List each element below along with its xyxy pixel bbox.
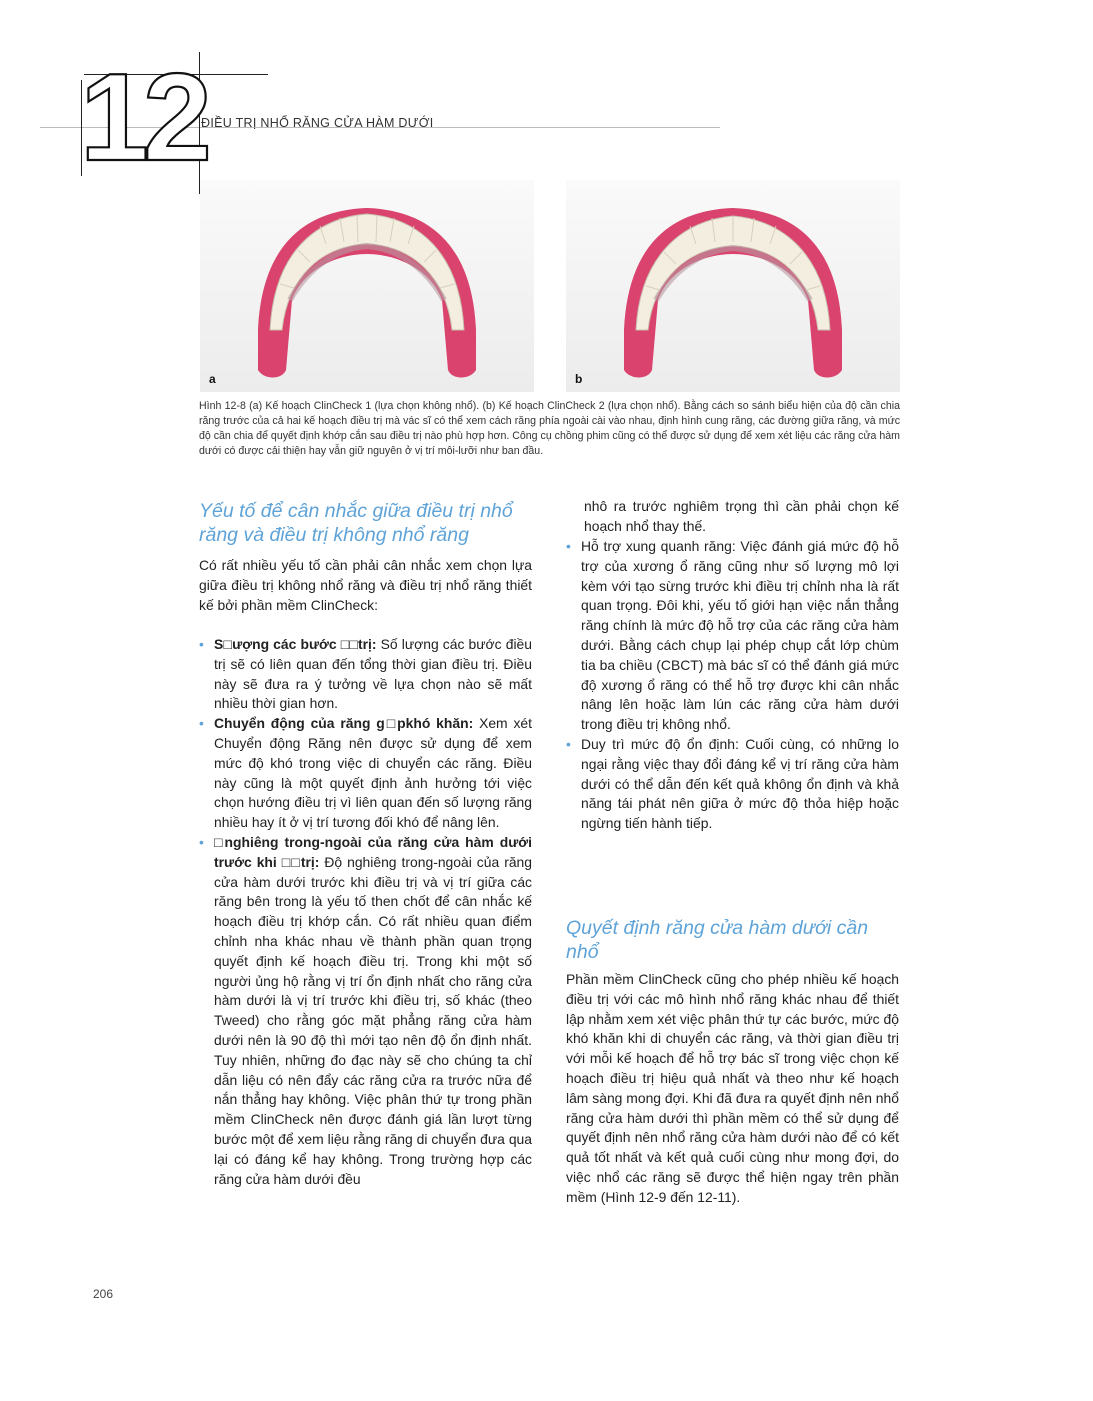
list-item bbox=[199, 635, 532, 714]
panel-label-b: b bbox=[575, 372, 583, 386]
list-item bbox=[199, 833, 532, 1189]
list-item-text: Xem xét Chuyển động Răng nên được sử dụng để xem mức độ khó trong việc di chuyển các răng. Điều này cũng là một quyết định ảnh hưởng tới việc chọn hướng điều trị vì liên quan đến số lượng răng nhiều hay ít ở vị trí tương đối khó để nâng lên. bbox=[214, 715, 533, 831]
section-heading: Quyết định răng cửa hàm dưới cần nhổ bbox=[566, 917, 869, 963]
bullet-continuation: nhô ra trước nghiêm trọng thì cần phải chọn kế hoạch nhổ thay thế. bbox=[584, 498, 899, 534]
svg-text:12: 12 bbox=[80, 56, 206, 176]
lower-arch-illustration bbox=[566, 180, 900, 392]
section-heading: Yếu tố để cân nhắc giữa điều trị nhổ răng và điều trị không nhổ răng bbox=[199, 500, 513, 546]
figure-panel-b bbox=[566, 180, 900, 392]
panel-label-a: a bbox=[209, 372, 216, 386]
intro-paragraph: Có rất nhiều yếu tố cần phải cân nhắc xem chọn lựa giữa điều trị không nhổ răng và điều trị nhổ răng thiết kế bởi phần mềm ClinCheck: bbox=[199, 557, 532, 613]
factor-list-continued bbox=[566, 537, 899, 834]
list-item-text: Độ nghiêng trong-ngoài của răng cửa hàm dưới trước khi điều trị và vị trí giữa các răng bên trong là yếu tố then chốt để cân nhắc kế hoạch điều trị khớp cắn. Có rất nhiều quan điểm chỉnh nha khác nhau về thành phần quan trọng quyết định kế hoạch điều trị. Trong khi một số người ủng hộ rằng vị trí ổn định nhất cho răng cửa hàm dưới là vị trí trước khi điều trị, số khác (theo Tweed) cho rằng góc mặt phẳng răng cửa hàm dưới nên là 90 độ thì mới tạo nên độ ổn định nhất. Tuy nhiên, những đo đạc này sẽ cho chúng ta chỉ dẫn liệu có nên đẩy các răng cửa ra trước nữa để nắn thẳng hay không. Việc phân thứ tự trong phần mềm ClinCheck nên được đánh giá lần lượt từng bước một để xem liệu rằng răng di chuyển đưa qua lại có đáng kể hay không. Trong trường hợp các răng cửa hàm dưới đều bbox=[214, 853, 533, 1187]
list-item-lead: Chuyển động của răng g□pkhó khăn: bbox=[214, 715, 474, 732]
figure-panel-a bbox=[200, 180, 534, 392]
list-item bbox=[199, 714, 532, 833]
list-item: • Duy trì mức độ ổn định: Cuối cùng, có những lo ngại rằng việc thay đổi đáng kể vị trí răng cửa hàm dưới có thể dẫn đến kết quả không ổn định và khả năng tái phát nên giữa ở mức độ thỏa hiệp hoặc ngừng tiến hành tiếp. bbox=[566, 735, 899, 834]
figure-caption: Hình 12-8 (a) Kế hoạch ClinCheck 1 (lựa chọn không nhổ). (b) Kế hoạch ClinCheck 2 (lựa chọn nhổ). Bằng cách so sánh biểu hiện của độ cần chia răng trước của cả hai kế hoạch điều trị mà vác sĩ có thể xem cách răng phía ngoài cài vào nhau, định hình cung răng, các đường giữa răng, và mức độ cần chia để quyết định khớp cắn sau điều trị nào phù hợp hơn. Công cụ chồng phim cũng có thể được sử dụng để xem xét liệu các răng cửa hàm dưới có được cải thiện hay vẫn giữ nguyên ở vị trí môi-lưỡi như ban đầu. bbox=[199, 400, 900, 457]
list-item-lead: □nghiêng trong-ngoài của răng cửa hàm dưới trước khi □□trị: bbox=[214, 833, 532, 870]
lower-arch-illustration bbox=[200, 180, 534, 392]
page-number: 206 bbox=[93, 1287, 114, 1301]
list-item-text: Số lượng các bước điều trị sẽ có liên quan đến tổng thời gian điều trị. Điều này sẽ đưa ra ý tưởng về lựa chọn nào sẽ mất nhiều thời gian hơn. bbox=[214, 636, 532, 712]
list-item: • Hỗ trợ xung quanh răng: Việc đánh giá mức độ hỗ trợ của xương ổ răng cũng như số lượng mô lợi kèm với tạo sừng trước khi điều trị chỉnh nha là rất quan trọng. Đôi khi, yếu tố giới hạn việc nắn thẳng răng chính là mức độ hỗ trợ của các răng cửa hàm dưới. Bằng cách chụp lại phép chụp cắt lớp chùm tia ba chiều (CBCT) mà bác sĩ có thể đánh giá mức độ xương ổ răng có thể hỗ trợ được khi cân nhắc nâng lên hoặc làm lún các răng cửa hàm dưới trong điều trị không nhổ. bbox=[566, 537, 899, 735]
list-item-lead: S□ượng các bước □□trị: bbox=[214, 636, 377, 652]
body-paragraph: Phần mềm ClinCheck cũng cho phép nhiều kế hoạch điều trị với các mô hình nhổ răng khác nhau để thiết lập nhằm xem xét việc phân thứ tự các bước, mức độ khó khăn khi di chuyển các răng, và thời gian điều trị với mỗi kế hoạch để hỗ trợ bác sĩ trong việc chọn kế hoạch điều trị hiệu quả nhất và theo như kế hoạch lâm sàng mong đợi. Khi đã đưa ra quyết định nên nhổ răng cửa hàm dưới thì phần mềm có thể sử dụng để quyết định nên nhổ răng cửa hàm dưới nào để có kết quả tốt nhất và kết quả cuối cùng như mong đợi, do việc nhổ các răng sẽ được thể hiện ngay trên phần mềm (Hình 12-9 đến 12-11). bbox=[566, 971, 899, 1205]
chapter-title: ĐIỀU TRỊ NHỔ RĂNG CỬA HÀM DƯỚI bbox=[201, 116, 434, 130]
factor-list bbox=[199, 635, 532, 1189]
